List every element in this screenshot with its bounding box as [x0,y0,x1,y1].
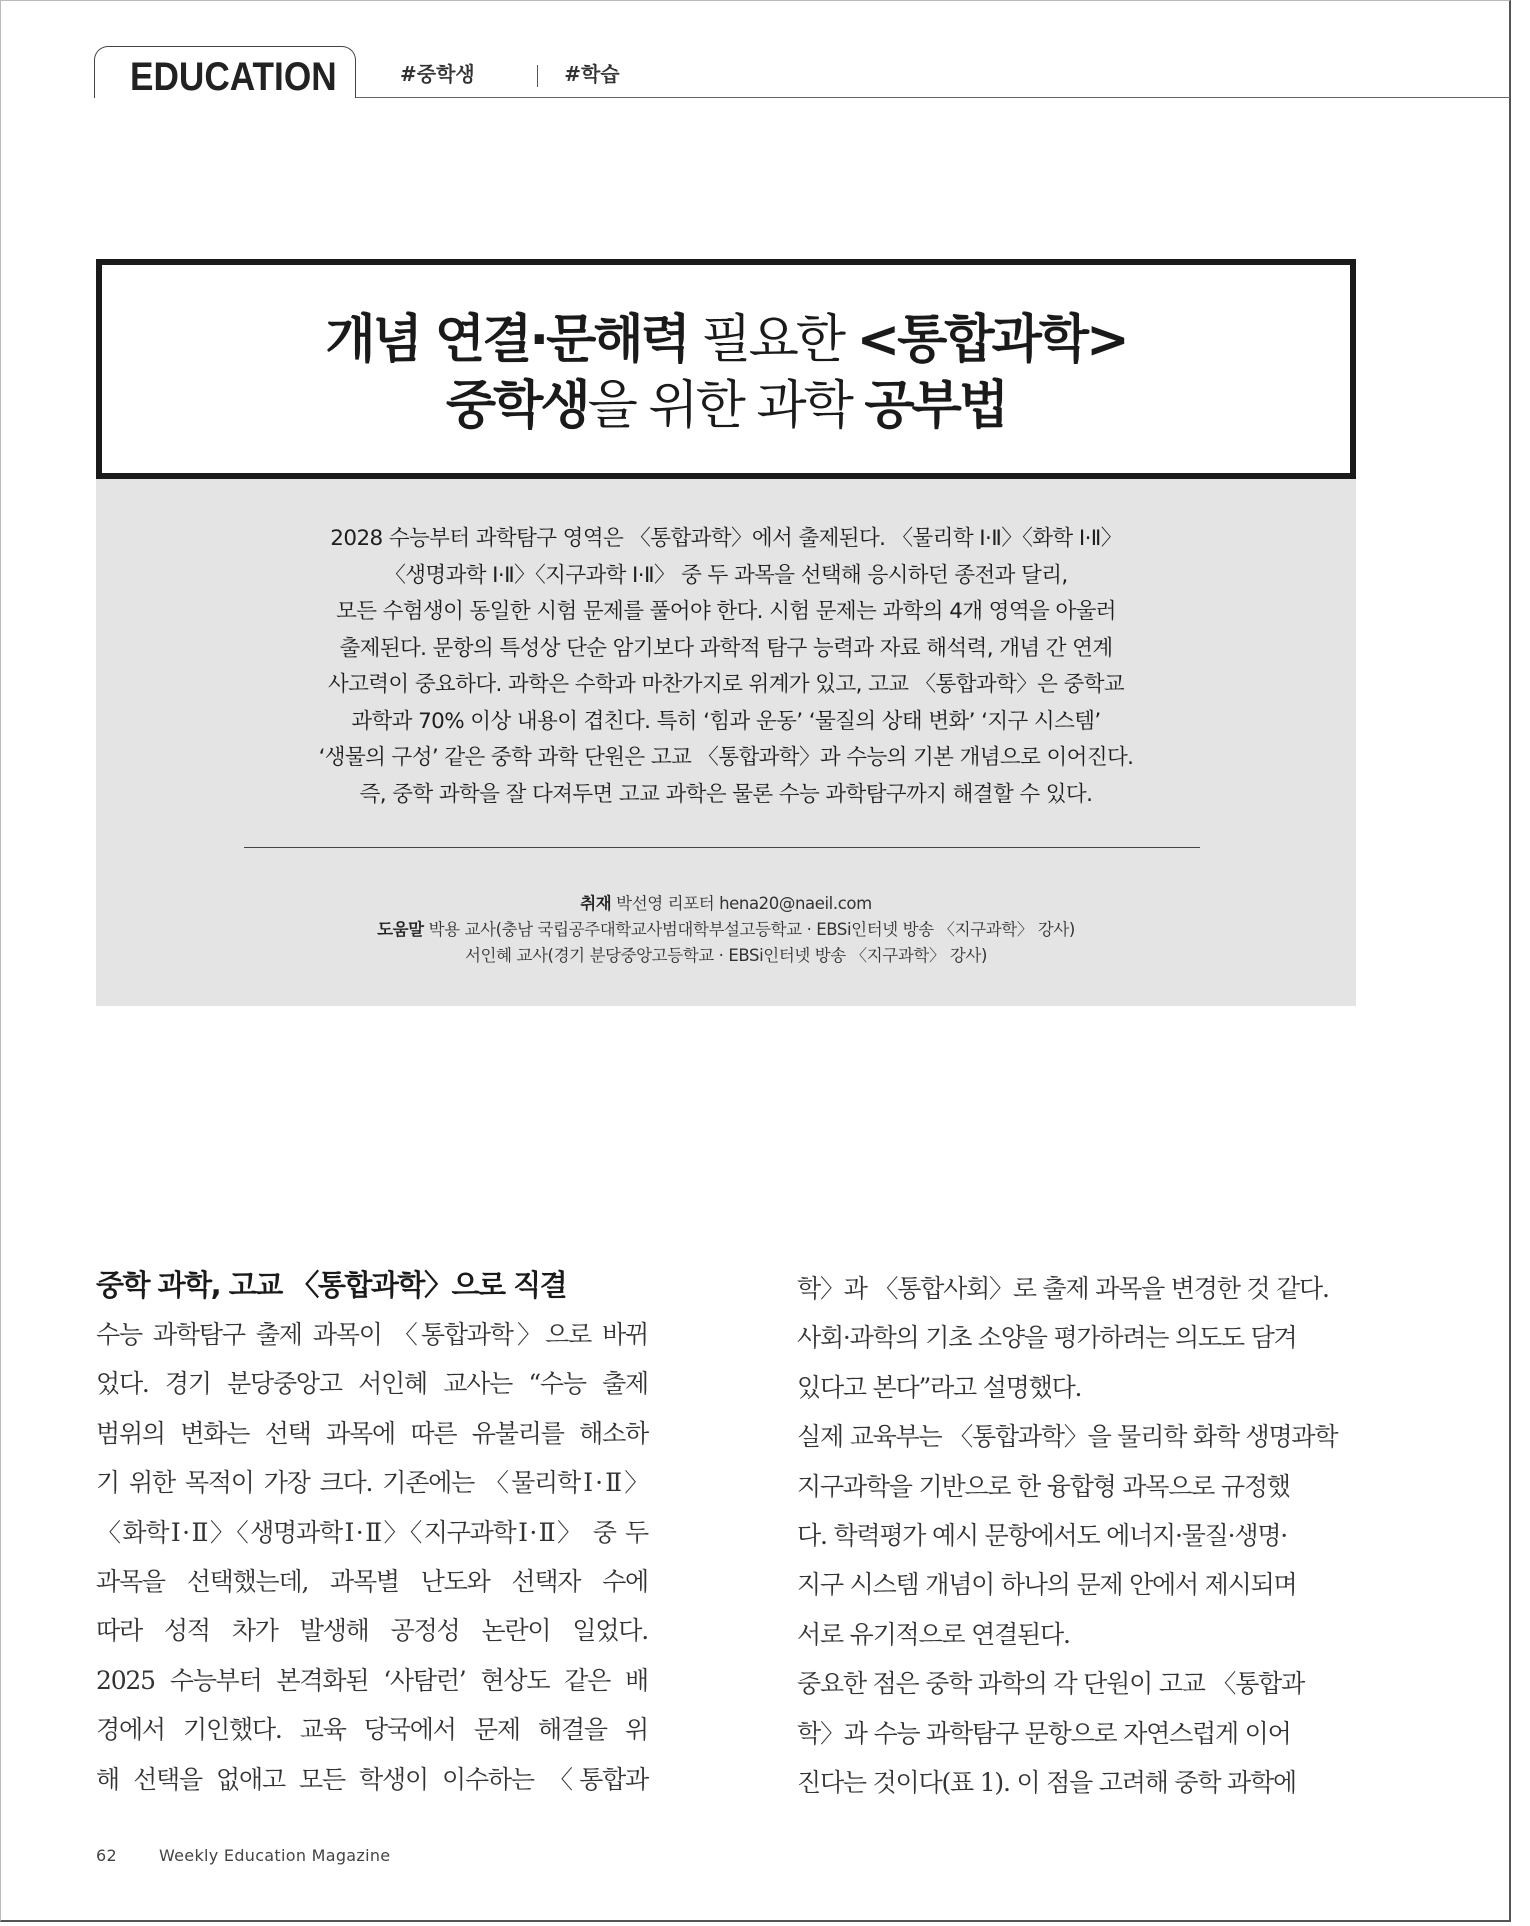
headline-bold: 중학생 [445,376,588,436]
credit-helper-1 [96,917,1356,943]
body-line: 중요한 점은 중학 과학의 각 단원이 고교 〈통합과 [797,1669,1305,1699]
lead-line: 모든 수험생이 동일한 시험 문제를 풀어야 한다. 시험 문제는 과학의 4개 영역을 아울러 [336,599,1116,624]
lead-line: 과학과 70% 이상 내용이 겹친다. 특히 ‘힘과 운동’ ‘물질의 상태 변화’ ‘지구 시스템’ [351,708,1101,734]
lead-divider [244,847,1200,848]
headline-light: 필요한 [701,310,844,370]
body-column-right [797,1264,1357,1807]
credit-value: 박선영 리포터 hena20@naeil.com [616,894,872,913]
lead-line: 사고력이 중요하다. 과학은 수학과 마찬가지로 위계가 있고, 고교 〈통합과학〉은 중학교 [327,672,1125,697]
headline-light: 을 위한 과학 [587,376,851,436]
body-line: 었다. 경기 분당중앙고 서인혜 교사는 “수능 출제 [96,1369,648,1399]
body-line: 사회·과학의 기초 소양을 평가하려는 의도도 담겨 [797,1323,1297,1353]
page-footer [96,1846,390,1865]
lead-line: 출제된다. 문항의 특성상 단순 암기보다 과학적 탐구 능력과 자료 해석력, 개념 간 연계 [339,635,1113,661]
section-subheading: 중학 과학, 고교 〈통합과학〉으로 직결 [96,1268,567,1302]
body-line: 따라 성적 차가 발생해 공정성 논란이 일었다. [96,1616,648,1646]
tag-list [400,58,620,87]
body-line: 수능 과학탐구 출제 과목이 〈통합과학〉으로 바뀌 [96,1320,648,1349]
credits [96,891,1356,969]
headline-bold: <통합과학> [856,310,1127,370]
body-line: 해 선택을 없애고 모든 학생이 이수하는 〈통합과 [96,1764,648,1794]
body-line: 지구 시스템 개념이 하나의 문제 안에서 제시되며 [797,1570,1297,1600]
body-line: 서로 유기적으로 연결된다. [797,1619,1070,1649]
credit-label: 취재 [580,894,612,913]
body-line: 학〉과 〈통합사회〉로 출제 과목을 변경한 것 같다. [797,1274,1329,1303]
body-line: 범위의 변화는 선택 과목에 따른 유불리를 해소하 [96,1418,648,1448]
body-line: 〈화학Ⅰ·Ⅱ〉〈생명과학Ⅰ·Ⅱ〉〈지구과학Ⅰ·Ⅱ〉 중 두 [96,1517,648,1547]
tag-item[interactable]: #학습 [564,62,620,86]
body-line: 실제 교육부는 〈통합과학〉을 물리학 화학 생명과학 [797,1422,1338,1452]
lead-line: 즉, 중학 과학을 잘 다져두면 고교 과학은 물론 수능 과학탐구까지 해결할 수 있다. [359,781,1093,807]
body-line: 2025 수능부터 본격화된 ‘사탐런’ 현상도 같은 배 [96,1665,648,1695]
headline-bold: 공부법 [864,376,1007,436]
body-line: 지구과학을 기반으로 한 융합형 과목으로 규정했 [797,1471,1290,1501]
body-line: 경에서 기인했다. 교육 당국에서 문제 해결을 위 [96,1715,648,1745]
credit-value: 박용 교사(충남 국립공주대학교사범대학부설고등학교 · EBSi인터넷 방송 〈지구과학〉 강사) [428,920,1075,939]
tag-separator [537,65,539,87]
body-line: 있다고 본다”라고 설명했다. [797,1372,1082,1402]
lead-line: ‘생물의 구성’ 같은 중학 과학 단원은 고교 〈통합과학〉과 수능의 기본 개념으로 이어진다. [318,745,1134,770]
section-label: EDUCATION [130,55,337,99]
body-line: 다. 학력평가 예시 문항에서도 에너지·물질·생명· [797,1521,1288,1551]
body-line: 학〉과 수능 과학탐구 문항으로 자연스럽게 이어 [797,1718,1291,1748]
lead-box [96,479,1356,1006]
body-line: 기 위한 목적이 가장 크다. 기존에는 〈물리학Ⅰ·Ⅱ〉 [96,1468,648,1498]
body-column-left [96,1262,656,1804]
lead-line: 2028 수능부터 과학탐구 영역은 〈통합과학〉에서 출제된다. 〈물리학 Ⅰ·Ⅱ〉〈화학 Ⅰ·Ⅱ〉 [330,526,1122,551]
tag-item[interactable]: #중학생 [400,62,475,86]
credit-reporter [96,891,1356,917]
title-box [96,259,1356,479]
body-line: 진다는 것이다(표 1). 이 점을 고려해 중학 과학에 [797,1768,1296,1798]
lead-line: 〈생명과학 Ⅰ·Ⅱ〉〈지구과학 Ⅰ·Ⅱ〉 중 두 과목을 선택해 응시하던 종전과 달리, [384,562,1068,588]
magazine-name: Weekly Education Magazine [158,1846,391,1865]
page-number: 62 [96,1846,117,1865]
body-line: 과목을 선택했는데, 과목별 난도와 선택자 수에 [96,1567,648,1597]
credit-helper-2 [96,943,1356,969]
credit-value: 서인혜 교사(경기 분당중앙고등학교 · EBSi인터넷 방송 〈지구과학〉 강사) [465,946,987,965]
headline-line-2 [102,373,1350,439]
headline-bold: 개념 연결·문해력 [325,310,688,370]
headline-line-1 [102,307,1350,373]
credit-label: 도움말 [377,920,424,939]
lead-paragraph [266,521,1186,813]
header-rule [356,97,1510,98]
